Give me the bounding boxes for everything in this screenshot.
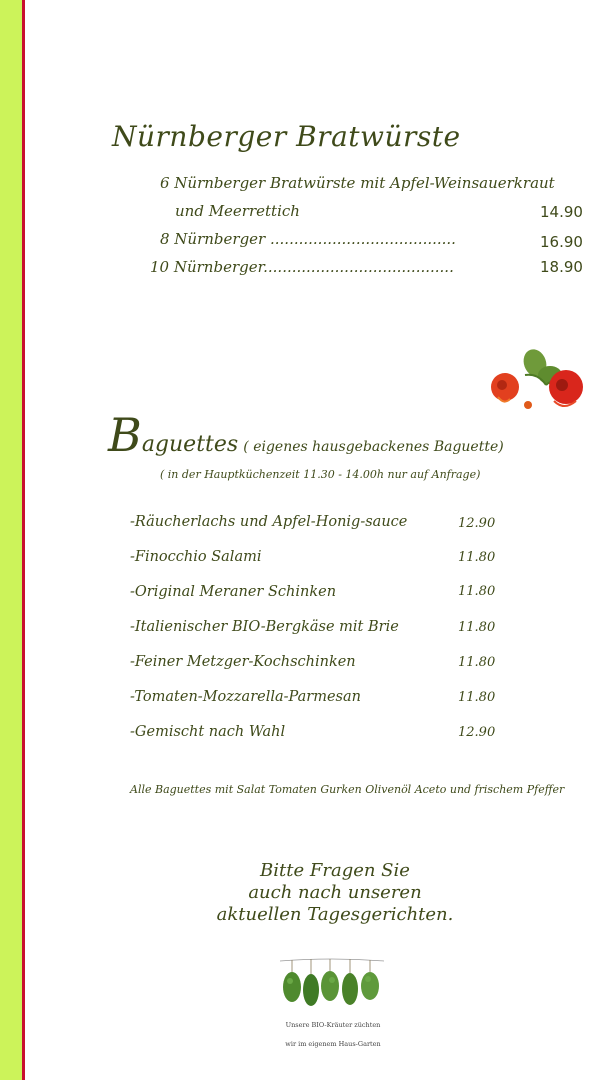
herbs-caption-line1: Unsere BIO-Kräuter züchten <box>285 1021 381 1029</box>
bratwurst-heading: Nürnberger Bratwürste <box>112 120 461 153</box>
bratwurst-item1-line1: 6 Nürnberger Bratwürste mit Apfel-Weinsauerkraut <box>160 174 555 192</box>
bratwurst-item1-line2: und Meerrettich <box>175 202 300 220</box>
menu-item-price: 12.90 <box>458 725 496 740</box>
menu-item-name: -Original Meraner Schinken <box>130 584 337 600</box>
menu-item-price: 11.80 <box>458 550 496 565</box>
nasturtium-flowers-image <box>480 345 588 420</box>
daily-dishes-line2: auch nach unseren <box>248 882 422 903</box>
herbs-caption-line2: wir im eigenem Haus-Garten <box>285 1040 381 1048</box>
bratwurst-item3-price: 18.90 <box>540 258 583 276</box>
menu-item-name: -Räucherlachs und Apfel-Honig-sauce <box>130 514 408 530</box>
daily-dishes-line1: Bitte Fragen Sie <box>260 860 410 881</box>
menu-item-price: 11.80 <box>458 655 496 670</box>
bratwurst-item3-label: 10 Nürnberger........................................ <box>150 258 454 276</box>
menu-item-price: 11.80 <box>458 690 496 705</box>
menu-item-price: 11.80 <box>458 584 496 599</box>
menu-item-price: 11.80 <box>458 620 496 635</box>
left-red-line <box>22 0 25 1080</box>
baguettes-initial: B <box>108 408 142 462</box>
menu-item-name: -Gemischt nach Wahl <box>130 724 286 740</box>
baguettes-note: ( in der Hauptküchenzeit 11.30 - 14.00h nur auf Anfrage) <box>160 468 481 481</box>
hanging-herbs-image <box>278 955 386 1015</box>
menu-item-name: -Italienischer BIO-Bergkäse mit Brie <box>130 619 399 635</box>
menu-item-name: -Finocchio Salami <box>130 549 262 565</box>
menu-item-price: 12.90 <box>458 516 496 531</box>
daily-dishes-notice <box>170 860 500 926</box>
bratwurst-item2-label: 8 Nürnberger ....................................... <box>160 230 456 248</box>
daily-dishes-line3: aktuellen Tagesgerichten. <box>216 904 454 925</box>
menu-item-name: -Feiner Metzger-Kochschinken <box>130 654 356 670</box>
left-green-stripe <box>0 0 22 1080</box>
bratwurst-item1-price: 14.90 <box>540 203 583 221</box>
baguettes-subtitle: ( eigenes hausgebackenes Baguette) <box>243 439 504 455</box>
baguettes-title: aguettes <box>141 432 239 457</box>
menu-item-name: -Tomaten-Mozzarella-Parmesan <box>130 689 361 705</box>
baguettes-footnote: Alle Baguettes mit Salat Tomaten Gurken Olivenöl Aceto und frischem Pfeffer <box>130 783 565 796</box>
baguettes-heading <box>108 408 504 462</box>
bratwurst-item2-price: 16.90 <box>540 233 583 251</box>
